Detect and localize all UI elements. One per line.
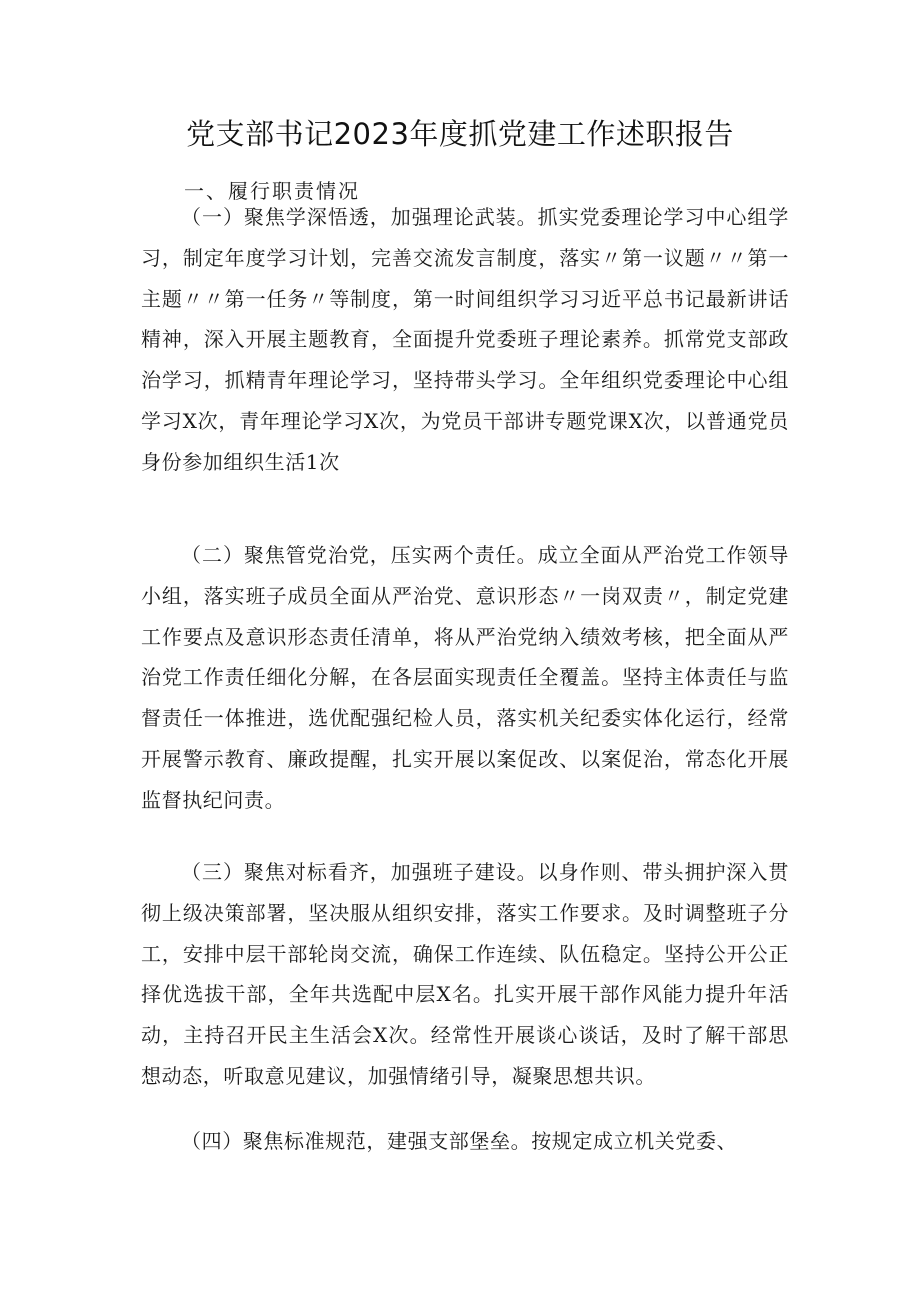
paragraph-2: （二）聚焦管党治党，压实两个责任。成立全面从严治党工作领导小组，落实班子成员全面从严治党、意识形态〃一岗双责〃，制定党建工作要点及意识形态责任清单，将从严治党纳入绩效考核，把全面从严治党工作责任细化分解，在各层面实现责任全覆盖。坚持主体责任与监督责任一体推进，选优配强纪检人员，落实机关纪委实体化运行，经常开展警示教育、廉政提醒，扎实开展以案促改、以案促治，常态化开展监督执纪问责。 [141,543,789,812]
paragraph-3: （三）聚焦对标看齐，加强班子建设。以身作则、带头拥护深入贯彻上级决策部署，坚决服从组织安排，落实工作要求。及时调整班子分工，安排中层干部轮岗交流，确保工作连续、队伍稳定。坚持公开公正择优选拔干部，全年共选配中层X名。扎实开展干部作风能力提升年活动，主持召开民主生活会X次。经常性开展谈心谈话，及时了解干部思想动态，听取意见建议，加强情绪引导，凝聚思想共识。 [141,860,789,1088]
paragraph-4: （四）聚焦标准规范，建强支部堡垒。按规定成立机关党委、 [181,1129,738,1153]
paragraph-1: （一）聚焦学深悟透，加强理论武装。抓实党委理论学习中心组学习，制定年度学习计划，完善交流发言制度，落实〃第一议题〃〃第一主题〃〃第一任务〃等制度，第一时间组织学习习近平总书记最新讲话精神，深入开展主题教育，全面提升党委班子理论素养。抓常党支部政治学习，抓精青年理论学习，坚持带头学习。全年组织党委理论中心组学习X次，青年理论学习X次，为党员干部讲专题党课X次，以普通党员身份参加组织生活1次 [141,205,789,474]
document-title: 党支部书记2023年度抓党建工作述职报告 [186,117,734,151]
section-heading: 一、履行职责情况 [184,179,360,203]
